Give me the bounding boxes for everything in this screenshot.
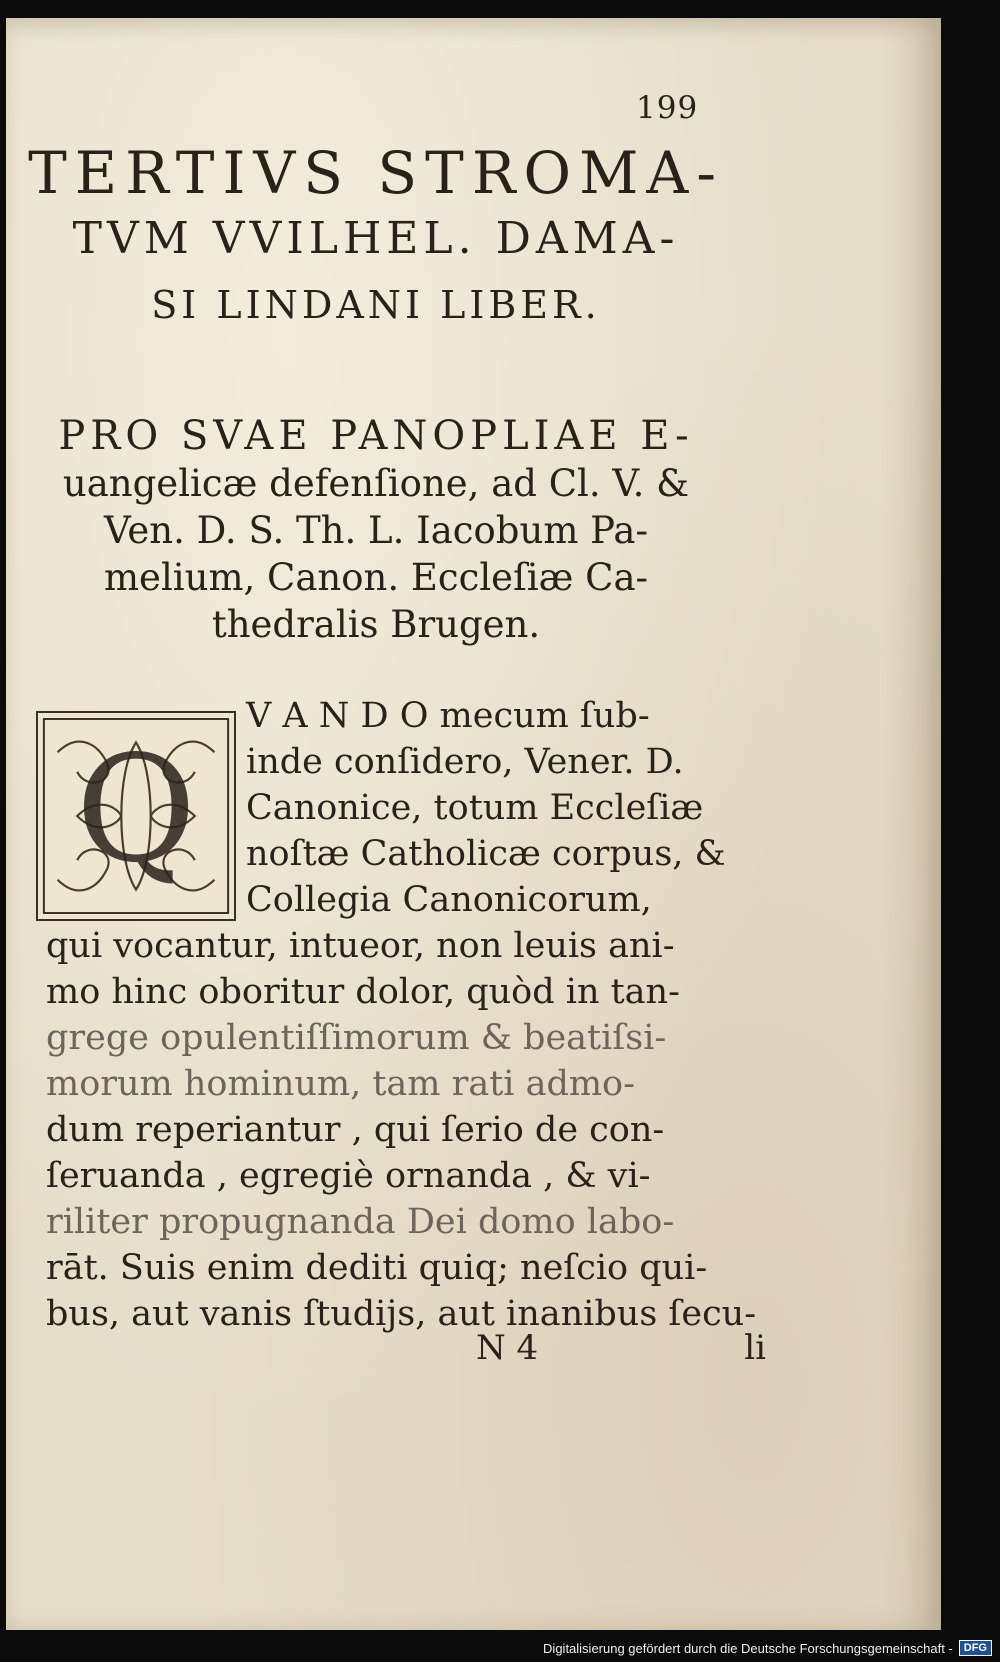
title-line: TERTIVS STROMA- — [28, 139, 724, 207]
page-number: 199 — [636, 90, 699, 126]
body-line: dum reperiantur , qui ſerio de con- — [46, 1110, 665, 1150]
subtitle-line: thedralis Brugen. — [211, 603, 541, 646]
body-line: ſeruanda , egregiè ornanda , & vi- — [46, 1156, 651, 1196]
chapter-title — [26, 140, 726, 338]
body-line: morum hominum, tam rati admo- — [46, 1064, 635, 1104]
dfg-logo-icon: DFG — [959, 1640, 992, 1656]
body-line: Canonice, totum Eccleſiæ — [246, 788, 704, 828]
title-line: SI LINDANI LIBER. — [151, 283, 601, 327]
credit-text: Digitalisierung gefördert durch die Deutsche Forschungsgemeinschaft - — [543, 1640, 953, 1656]
body-line: qui vocantur, intueor, non leuis ani- — [46, 926, 675, 966]
title-line: TVM VVILHEL. DAMA- — [72, 213, 680, 264]
chapter-subtitle — [26, 413, 726, 648]
body-line: mo hinc oboritur dolor, quòd in tan- — [46, 972, 680, 1012]
body-line: riliter propugnanda Dei domo labo- — [46, 1202, 675, 1242]
page-edge-shadow — [881, 18, 941, 1630]
initial-letter: Q — [75, 724, 197, 896]
subtitle-line: Ven. D. S. Th. L. Iacobum Pa- — [104, 509, 648, 552]
body-line: noſtæ Catholicæ corpus, & — [246, 834, 726, 874]
body-line: Collegia Canonicorum, — [246, 880, 652, 920]
body-text — [46, 693, 757, 1337]
digitization-credit — [543, 1640, 992, 1656]
body-line: V A N D O mecum ſub- — [246, 696, 650, 736]
body-line: inde conſidero, Vener. D. — [246, 742, 684, 782]
signature-mark: N 4 — [476, 1328, 539, 1368]
book-page — [6, 18, 941, 1630]
subtitle-line: PRO SVAE PANOPLIAE E- — [58, 413, 694, 459]
body-line: grege opulentiſſimorum & beatiſsi- — [46, 1018, 667, 1058]
catchword: li — [744, 1328, 766, 1368]
subtitle-line: uangelicæ defenſione, ad Cl. V. & — [62, 462, 690, 505]
page-footer-marks — [476, 1328, 766, 1368]
body-line: rāt. Suis enim dediti quiq; neſcio qui- — [46, 1248, 708, 1288]
subtitle-line: melium, Canon. Eccleſiæ Ca- — [103, 556, 649, 599]
body-line: bus, aut vanis ſtudijs, aut inanibus ſecu- — [46, 1294, 757, 1334]
